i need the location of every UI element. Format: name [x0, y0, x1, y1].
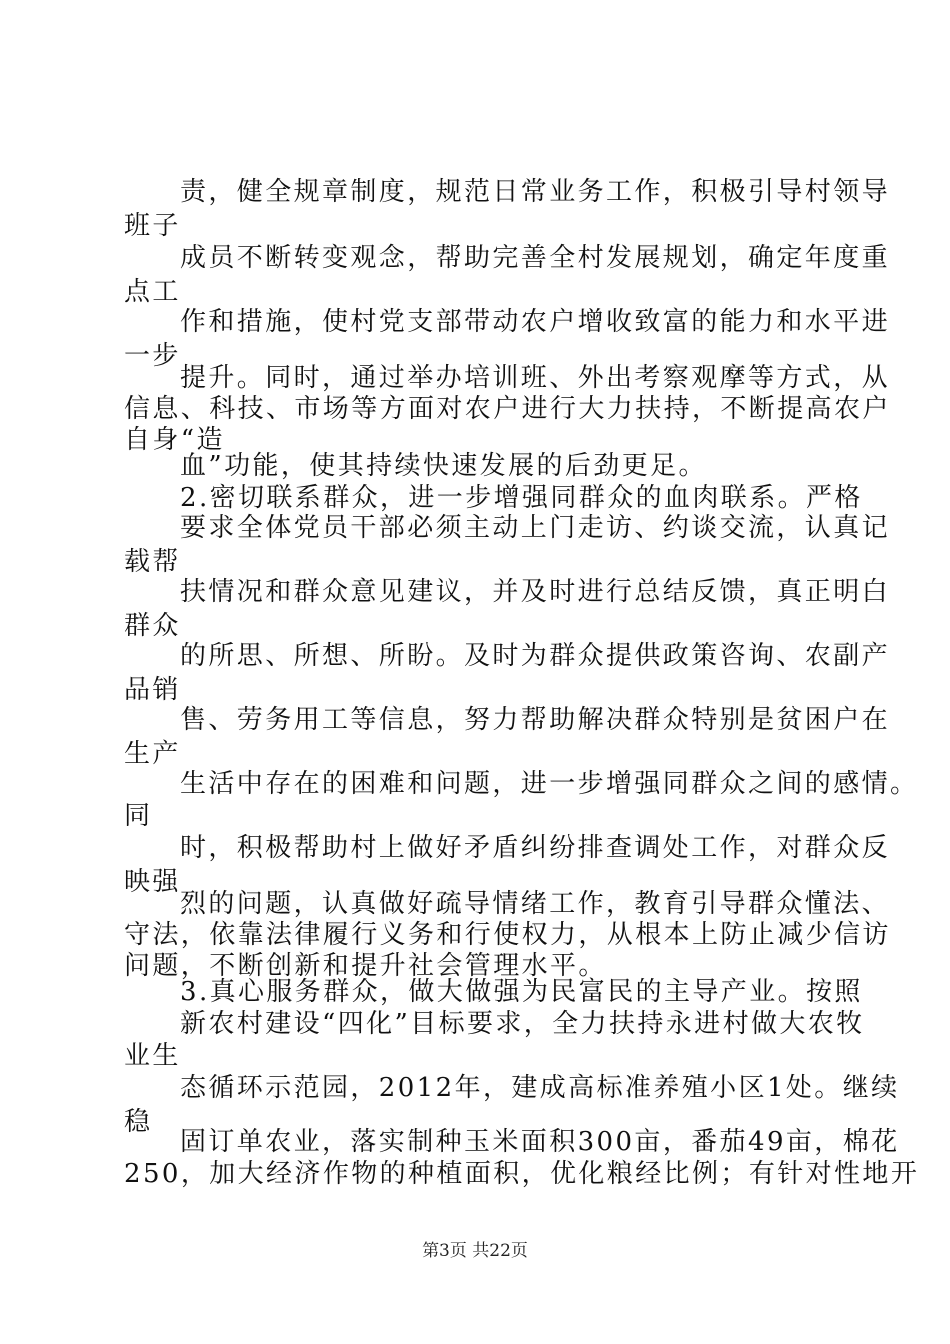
text-line: 烈的问题，认真做好疏导情绪工作，教育引导群众懂法、: [180, 889, 891, 919]
text-line: 新农村建设“四化”目标要求，全力扶持永进村做大农牧: [180, 1009, 865, 1039]
text-line: 问题，不断创新和提升社会管理水平。: [124, 951, 607, 981]
text-line: 映强: [124, 867, 181, 897]
text-line: 信息、科技、市场等方面对农户进行大力扶持，不断提高农户: [124, 394, 891, 424]
text-line: 的所思、所想、所盼。及时为群众提供政策咨询、农副产: [180, 641, 891, 671]
text-line: 作和措施，使村党支部带动农户增收致富的能力和水平进: [180, 307, 891, 337]
text-line: 生活中存在的困难和问题，进一步增强同群众之间的感情。: [180, 769, 919, 799]
text-line: 守法，依靠法律履行义务和行使权力，从根本上防止减少信访: [124, 920, 891, 950]
text-line: 班子: [124, 211, 181, 241]
text-line: 扶情况和群众意见建议，并及时进行总结反馈，真正明白: [180, 577, 891, 607]
text-line: 载帮: [124, 547, 181, 577]
text-line: 血”功能，使其持续快速发展的后劲更足。: [180, 451, 707, 481]
text-line: 3.真心服务群众，做大做强为民富民的主导产业。按照: [180, 977, 863, 1007]
text-line: 责，健全规章制度，规范日常业务工作，积极引导村领导: [180, 177, 891, 207]
text-line: 2.密切联系群众，进一步增强同群众的血肉联系。严格: [180, 483, 863, 513]
text-line: 售、劳务用工等信息，努力帮助解决群众特别是贫困户在: [180, 705, 891, 735]
text-line: 业生: [124, 1041, 181, 1071]
text-line: 品销: [124, 675, 181, 705]
text-line: 生产: [124, 739, 181, 769]
text-line: 自身“造: [124, 425, 225, 455]
text-line: 时，积极帮助村上做好矛盾纠纷排查调处工作，对群众反: [180, 833, 891, 863]
page-number-footer: 第3页 共22页: [422, 1241, 528, 1261]
text-line: 要求全体党员干部必须主动上门走访、约谈交流，认真记: [180, 513, 891, 543]
text-line: 一步: [124, 341, 181, 371]
text-line: 群众: [124, 611, 181, 641]
text-line: 稳: [124, 1107, 153, 1137]
text-line: 同: [124, 801, 153, 831]
text-line: 态循环示范园，2012年，建成高标准养殖小区1处。继续: [180, 1073, 900, 1103]
text-line: 成员不断转变观念，帮助完善全村发展规划，确定年度重: [180, 243, 891, 273]
text-line: 固订单农业，落实制种玉米面积300亩，番茄49亩，棉花: [180, 1127, 900, 1157]
text-line: 点工: [124, 277, 181, 307]
text-line: 250，加大经济作物的种植面积，优化粮经比例；有针对性地开: [124, 1159, 920, 1189]
text-line: 提升。同时，通过举办培训班、外出考察观摩等方式，从: [180, 363, 891, 393]
